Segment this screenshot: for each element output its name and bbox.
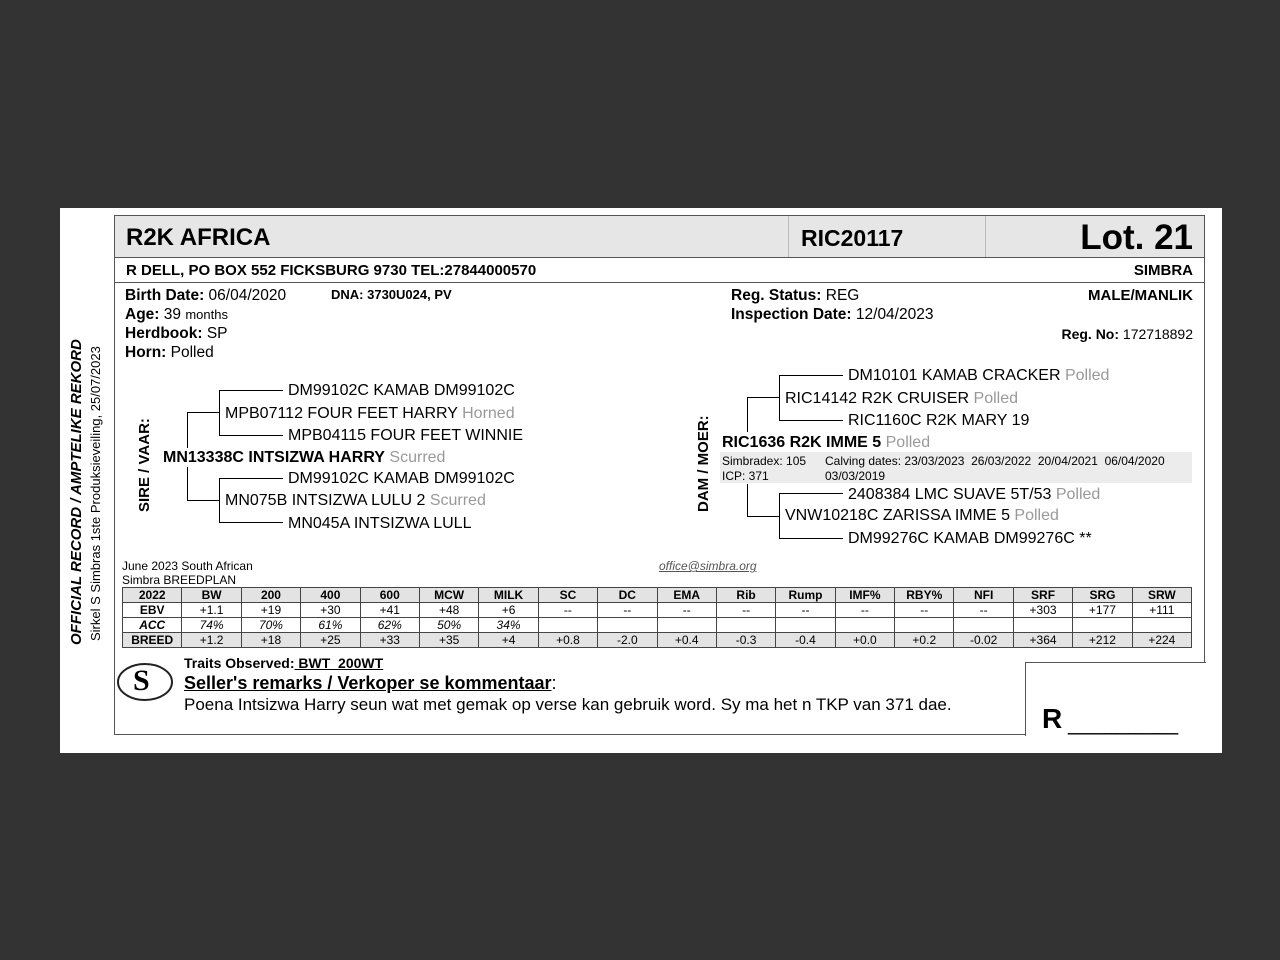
table-cell: RBY% bbox=[895, 588, 954, 603]
dam-sire-horn: Polled bbox=[973, 390, 1019, 407]
table-cell: +0.0 bbox=[835, 633, 894, 648]
table-cell: 600 bbox=[360, 588, 419, 603]
remarks-heading-colon: : bbox=[551, 673, 557, 693]
table-cell: DC bbox=[598, 588, 657, 603]
table-cell: -- bbox=[538, 603, 597, 618]
table-cell bbox=[657, 618, 716, 633]
table-cell: +177 bbox=[1073, 603, 1132, 618]
table-cell: 200 bbox=[241, 588, 300, 603]
birth-date-label: Birth Date: bbox=[125, 287, 205, 304]
table-cell: +303 bbox=[1013, 603, 1072, 618]
icp: ICP: 371 bbox=[722, 469, 769, 483]
lot-number: Lot. 21 bbox=[1080, 218, 1193, 257]
age bbox=[125, 306, 228, 324]
official-record-label: OFFICIAL RECORD / AMPTELIKE REKORD bbox=[68, 339, 85, 645]
traits-value: BWT 200WT bbox=[294, 655, 384, 671]
breeder-name: R2K AFRICA bbox=[126, 224, 271, 251]
calving-dates-2: 03/03/2019 bbox=[825, 469, 886, 483]
table-cell: BREED bbox=[123, 633, 182, 648]
calving-values: 23/03/2023 26/03/2022 20/04/2021 06/04/2020 bbox=[904, 454, 1165, 468]
table-cell: -2.0 bbox=[598, 633, 657, 648]
registration-code: RIC20117 bbox=[801, 225, 904, 251]
table-cell: +30 bbox=[301, 603, 360, 618]
dam-sire bbox=[785, 390, 1018, 408]
reg-status bbox=[731, 287, 859, 305]
logo-letter: S bbox=[133, 664, 150, 697]
dna-code: DNA: 3730U024, PV bbox=[331, 287, 452, 302]
table-cell: 34% bbox=[479, 618, 538, 633]
table-cell: +0.4 bbox=[657, 633, 716, 648]
table-cell: ACC bbox=[123, 618, 182, 633]
sire-label: SIRE / VAAR: bbox=[136, 418, 153, 512]
table-cell bbox=[835, 618, 894, 633]
dam-dam bbox=[785, 507, 1059, 525]
herdbook-label: Herdbook: bbox=[125, 325, 203, 342]
sire-dam-dam: MN045A INTSIZWA LULL bbox=[288, 515, 472, 532]
table-cell: +1.1 bbox=[182, 603, 241, 618]
remarks-heading bbox=[184, 673, 557, 694]
table-cell bbox=[716, 618, 775, 633]
table-cell: 400 bbox=[301, 588, 360, 603]
table-cell: EMA bbox=[657, 588, 716, 603]
table-cell: -- bbox=[954, 603, 1013, 618]
table-cell: 62% bbox=[360, 618, 419, 633]
sire-dam bbox=[225, 492, 486, 510]
horn-value: Polled bbox=[170, 344, 214, 361]
age-unit: months bbox=[185, 307, 228, 322]
table-cell: -0.4 bbox=[776, 633, 835, 648]
dam-dam-sire-horn: Polled bbox=[1055, 486, 1101, 503]
table-cell: +0.2 bbox=[895, 633, 954, 648]
breedplan-line-1: June 2023 South African bbox=[122, 559, 253, 573]
herdbook bbox=[125, 325, 228, 343]
inspection-date bbox=[731, 306, 933, 324]
birth-date bbox=[125, 287, 286, 305]
breedplan-line-2: Simbra BREEDPLAN bbox=[122, 573, 237, 587]
signature-line[interactable]: _________ bbox=[1068, 710, 1179, 735]
table-cell: 2022 bbox=[123, 588, 182, 603]
dam-name: RIC1636 R2K IMME 5 bbox=[722, 434, 882, 451]
horn-status bbox=[125, 344, 214, 362]
sire-sire-dam: MPB04115 FOUR FEET WINNIE bbox=[288, 427, 524, 444]
table-cell bbox=[954, 618, 1013, 633]
table-cell bbox=[776, 618, 835, 633]
dam-sire-sire-horn: Polled bbox=[1064, 367, 1110, 384]
table-cell: BW bbox=[182, 588, 241, 603]
table-cell: -- bbox=[598, 603, 657, 618]
sire-sire bbox=[225, 405, 515, 423]
table-cell: Rump bbox=[776, 588, 835, 603]
remarks-text: Poena Intsizwa Harry seun wat met gemak op verse kan gebruik word. Sy ma het n TKP van 371 dae. bbox=[184, 695, 952, 714]
sire-horn: Scurred bbox=[389, 449, 446, 466]
table-cell: MCW bbox=[419, 588, 478, 603]
table-cell: IMF% bbox=[835, 588, 894, 603]
table-cell: -- bbox=[895, 603, 954, 618]
reg-status-value: REG bbox=[825, 287, 860, 304]
table-cell: SC bbox=[538, 588, 597, 603]
table-cell: +364 bbox=[1013, 633, 1072, 648]
sire-sire-sire: DM99102C KAMAB DM99102C bbox=[288, 382, 515, 399]
table-cell: SRG bbox=[1073, 588, 1132, 603]
table-cell bbox=[1013, 618, 1072, 633]
table-cell: Rib bbox=[716, 588, 775, 603]
table-cell: SRF bbox=[1013, 588, 1072, 603]
herdbook-value: SP bbox=[206, 325, 228, 342]
dam-dam-sire bbox=[848, 486, 1100, 504]
table-cell bbox=[895, 618, 954, 633]
reg-number-label: Reg. No: bbox=[1061, 326, 1120, 342]
table-cell: +48 bbox=[419, 603, 478, 618]
traits-label: Traits Observed: bbox=[184, 655, 295, 671]
dam-sire-sire-name: DM10101 KAMAB CRACKER bbox=[848, 367, 1061, 384]
sire-dam-horn: Scurred bbox=[429, 492, 486, 509]
header-bar bbox=[115, 216, 1204, 258]
dam-horn: Polled bbox=[885, 434, 931, 451]
table-cell: -0.02 bbox=[954, 633, 1013, 648]
table-cell: +35 bbox=[419, 633, 478, 648]
sire-name: MN13338C INTSIZWA HARRY bbox=[163, 449, 385, 466]
dam-sire-sire bbox=[848, 367, 1109, 385]
traits-observed bbox=[184, 655, 383, 671]
table-cell: +41 bbox=[360, 603, 419, 618]
table-cell: MILK bbox=[479, 588, 538, 603]
breeder-address: R DELL, PO BOX 552 FICKSBURG 9730 TEL:27844000570 bbox=[126, 262, 537, 279]
table-cell bbox=[1073, 618, 1132, 633]
table-row bbox=[123, 603, 1192, 618]
table-cell: -- bbox=[776, 603, 835, 618]
table-cell: EBV bbox=[123, 603, 182, 618]
reg-number-value: 172718892 bbox=[1122, 326, 1193, 342]
sex: MALE/MANLIK bbox=[1088, 287, 1193, 304]
table-cell: NFI bbox=[954, 588, 1013, 603]
breed-name: SIMBRA bbox=[1133, 262, 1193, 279]
sire-dam-sire: DM99102C KAMAB DM99102C bbox=[288, 470, 515, 487]
simbradex: Simbradex: 105 bbox=[722, 454, 807, 468]
sire-dam-name: MN075B INTSIZWA LULU 2 bbox=[225, 492, 426, 509]
table-cell: 50% bbox=[419, 618, 478, 633]
ebv-table bbox=[122, 587, 1192, 648]
table-cell: +25 bbox=[301, 633, 360, 648]
table-cell: -- bbox=[657, 603, 716, 618]
age-value: 39 bbox=[163, 306, 182, 323]
table-cell: +4 bbox=[479, 633, 538, 648]
sire-sire-name: MPB07112 FOUR FEET HARRY bbox=[225, 405, 458, 422]
sire-sire-horn: Horned bbox=[462, 405, 515, 422]
dam-dam-dam: DM99276C KAMAB DM99276C ** bbox=[848, 530, 1092, 547]
dam-dam-name: VNW10218C ZARISSA IMME 5 bbox=[785, 507, 1010, 524]
table-cell: 74% bbox=[182, 618, 241, 633]
table-cell: 61% bbox=[301, 618, 360, 633]
reg-status-label: Reg. Status: bbox=[731, 287, 822, 304]
dam-label: DAM / MOER: bbox=[695, 415, 712, 512]
dam-dam-horn: Polled bbox=[1014, 507, 1059, 524]
table-cell bbox=[538, 618, 597, 633]
table-row bbox=[123, 633, 1192, 648]
table-cell: +1.2 bbox=[182, 633, 241, 648]
calving-label: Calving dates: bbox=[825, 454, 902, 468]
dam-dam-sire-name: 2408384 LMC SUAVE 5T/53 bbox=[848, 486, 1052, 503]
dam-sire-dam: RIC1160C R2K MARY 19 bbox=[848, 412, 1030, 429]
table-cell: +111 bbox=[1132, 603, 1191, 618]
office-email-link[interactable]: office@simbra.org bbox=[659, 559, 757, 573]
table-row bbox=[123, 618, 1192, 633]
table-cell: -0.3 bbox=[716, 633, 775, 648]
table-cell: -- bbox=[716, 603, 775, 618]
table-cell: +18 bbox=[241, 633, 300, 648]
age-label: Age: bbox=[125, 306, 160, 323]
dam-sire-name: RIC14142 R2K CRUISER bbox=[785, 390, 970, 407]
table-cell bbox=[598, 618, 657, 633]
table-cell: +0.8 bbox=[538, 633, 597, 648]
signature-letter: R bbox=[1042, 703, 1063, 734]
auction-label: Sirkel S Simbras 1ste Produksieveiling, 25/07/2023 bbox=[88, 346, 103, 641]
table-cell: +19 bbox=[241, 603, 300, 618]
inspection-label: Inspection Date: bbox=[731, 306, 852, 323]
table-cell: +33 bbox=[360, 633, 419, 648]
table-cell: +224 bbox=[1132, 633, 1191, 648]
remarks-heading-text: Seller's remarks / Verkoper se kommentaar bbox=[184, 673, 552, 693]
simbra-logo bbox=[116, 662, 174, 702]
sire bbox=[163, 449, 445, 467]
inspection-value: 12/04/2023 bbox=[855, 306, 934, 323]
table-cell: SRW bbox=[1132, 588, 1191, 603]
table-cell: 70% bbox=[241, 618, 300, 633]
birth-date-value: 06/04/2020 bbox=[208, 287, 287, 304]
table-cell: -- bbox=[835, 603, 894, 618]
dam bbox=[722, 434, 930, 452]
horn-label: Horn: bbox=[125, 344, 167, 361]
table-cell: +212 bbox=[1073, 633, 1132, 648]
table-cell: +6 bbox=[479, 603, 538, 618]
calving-dates bbox=[825, 454, 1165, 468]
reg-number bbox=[1061, 326, 1193, 342]
table-header-row bbox=[123, 588, 1192, 603]
table-cell bbox=[1132, 618, 1191, 633]
